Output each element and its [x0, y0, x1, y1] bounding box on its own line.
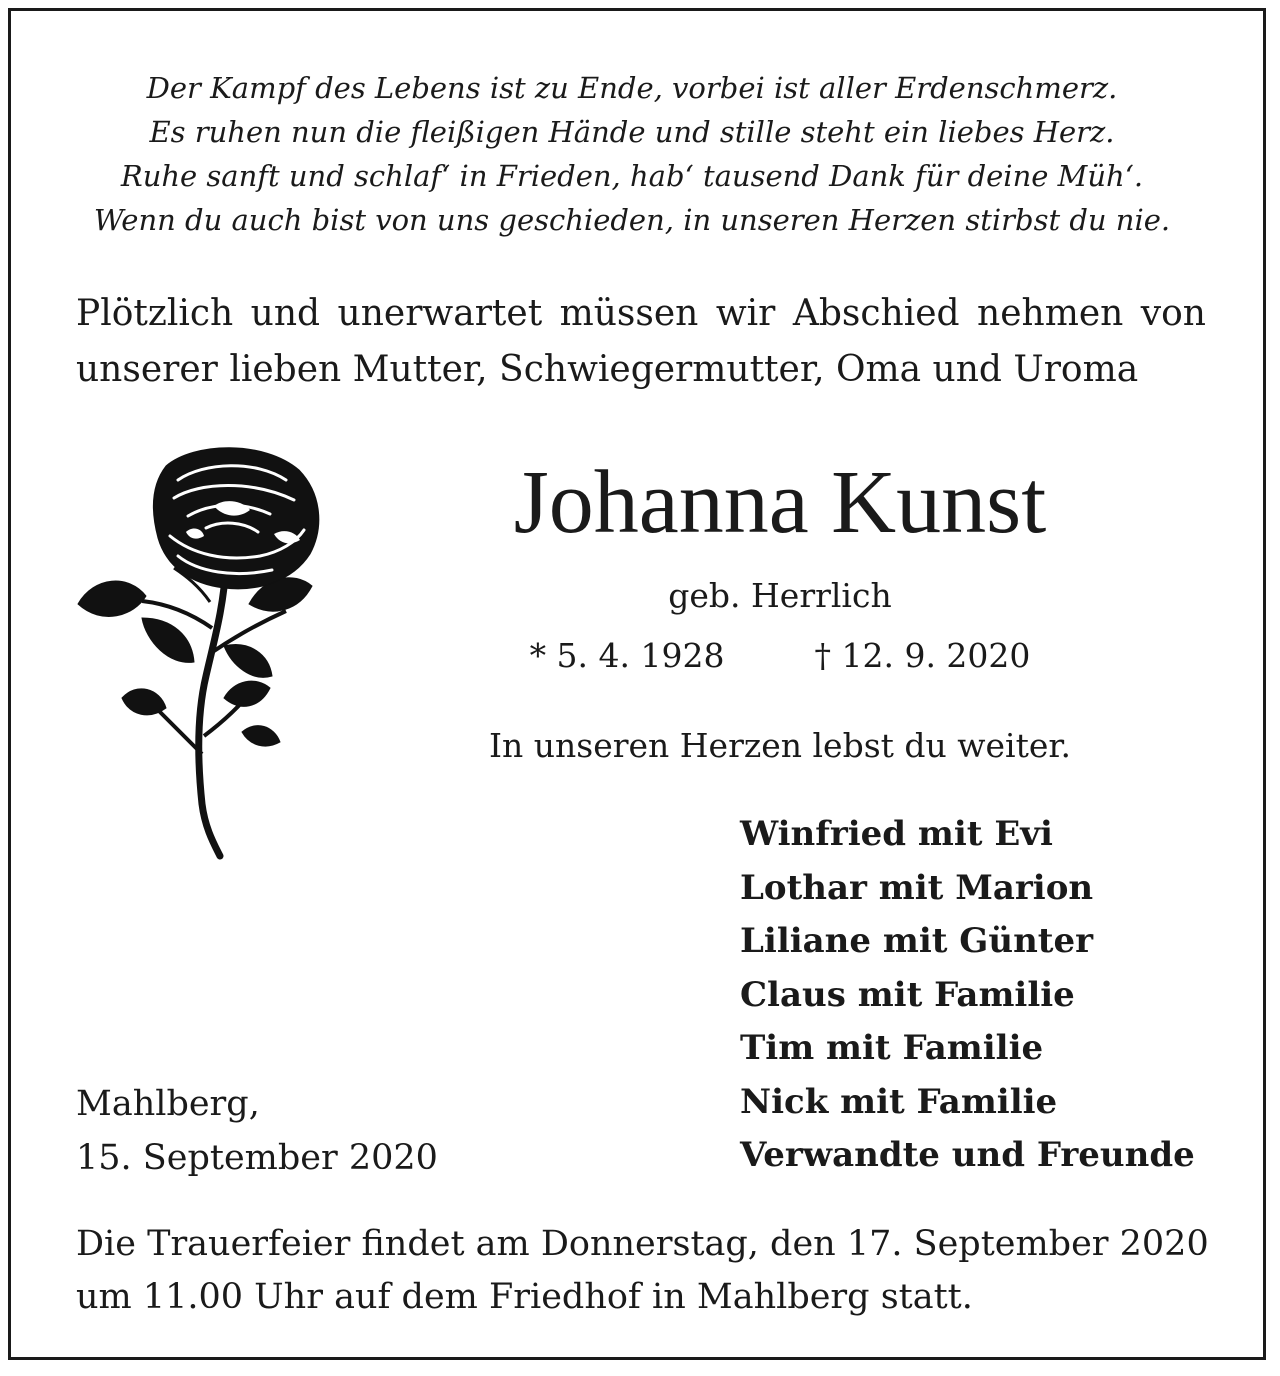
- mourner: Lothar mit Marion: [740, 867, 1094, 908]
- poem-line: Ruhe sanft und schlaf‘ in Frieden, hab‘ tausend Dank für deine Müh‘.: [120, 159, 1144, 193]
- intro-word: nehmen: [977, 293, 1124, 334]
- birth-name: geb. Herrlich: [668, 576, 892, 615]
- mourner: Winfried mit Evi: [740, 814, 1053, 854]
- mourner: Verwandte und Freunde: [740, 1135, 1195, 1175]
- intro-text: [76, 286, 1206, 398]
- intro-word: von: [1140, 293, 1206, 334]
- place-date: 15. September 2020: [76, 1137, 438, 1178]
- intro-word: müssen: [559, 293, 699, 334]
- rose-icon: [74, 436, 334, 866]
- mourner: Liliane mit Günter: [740, 921, 1094, 961]
- poem: [0, 66, 1264, 242]
- mourner: Tim mit Familie: [740, 1028, 1044, 1068]
- intro-word: wir: [715, 293, 776, 334]
- service-info: [76, 1218, 1216, 1324]
- intro-word: Abschied: [792, 293, 960, 334]
- poem-line: Der Kampf des Lebens ist zu Ende, vorbei ist aller Erdenschmerz.: [146, 71, 1118, 105]
- intro-word: und: [250, 293, 321, 334]
- intro-word: unerwartet: [337, 293, 543, 334]
- place-city: Mahlberg,: [76, 1084, 260, 1124]
- mourner: Nick mit Familie: [740, 1081, 1058, 1122]
- mourner: Claus mit Familie: [740, 974, 1075, 1015]
- service-line: um 11.00 Uhr auf dem Friedhof in Mahlberg statt.: [76, 1277, 973, 1317]
- intro-line-1: [76, 286, 1206, 342]
- mourners-list: [740, 808, 1220, 1183]
- birth-date: * 5. 4. 1928: [529, 636, 725, 675]
- place-and-date: [76, 1078, 576, 1185]
- life-dates: [460, 634, 1100, 678]
- poem-line: Wenn du auch bist von uns geschieden, in unseren Herzen stirbst du nie.: [93, 203, 1171, 237]
- intro-line-2: unserer lieben Mutter, Schwiegermutter, Oma und Uroma: [76, 349, 1139, 390]
- deceased-name: Johanna Kunst: [513, 453, 1047, 552]
- intro-word: Plötzlich: [76, 293, 234, 334]
- service-line: Die Trauerfeier findet am Donnerstag, den 17. September 2020: [76, 1224, 1209, 1264]
- poem-line: Es ruhen nun die fleißigen Hände und stille steht ein liebes Herz.: [149, 115, 1115, 149]
- death-date: † 12. 9. 2020: [814, 636, 1031, 675]
- motto: In unseren Herzen lebst du weiter.: [488, 726, 1072, 765]
